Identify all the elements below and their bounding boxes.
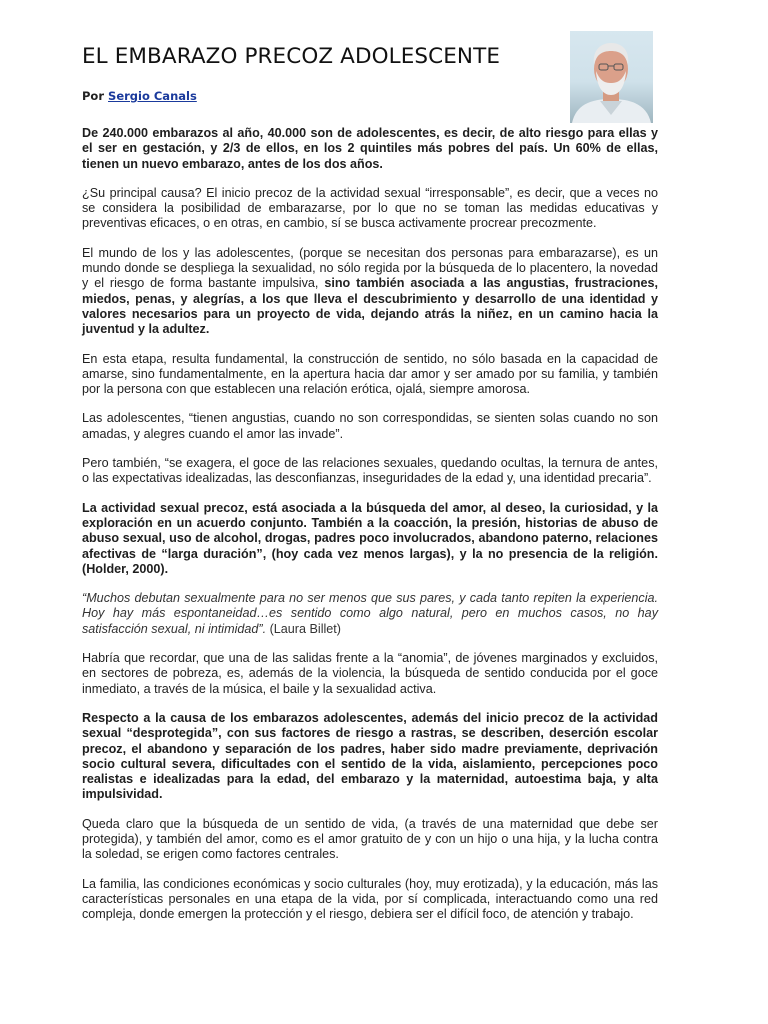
article-title: EL EMBARAZO PRECOZ ADOLESCENTE xyxy=(82,44,501,69)
paragraph-bold-text: sino también asociada a las angustias, frustraciones, miedos, penas, y alegrías, a los que lleva el descubrimiento y desarrollo de una identidad y valores necesarios para un proyecto de vida, dejando atrás la niñez, en un camino hacia la juventud y la adultez. xyxy=(82,276,659,337)
paragraph-lead: De 240.000 embarazos al año, 40.000 son de adolescentes, es decir, de alto riesgo para ellas y el ser en gestación, y 2/3 de ellos, en los 2 quintiles más pobres del país. Un 60% de ellas, tienen un nuevo embarazo, antes de los dos años. xyxy=(82,126,658,171)
paragraph: Queda claro que la búsqueda de un sentido de vida, (a través de una maternidad que debe ser protegida), y también del amor, como es el amor gratuito de y con un hijo o una hija, y la lucha contra la soledad, se erigen como factores centrales. xyxy=(82,816,658,862)
paragraph-text: El mundo de los y las adolescentes, (porque se necesitan dos personas para embarazarse), es un mundo donde se despliega la sexualidad, no sólo regida por la búsqueda de lo placentero, la novedad y el riesgo de forma bastante impulsiva, xyxy=(82,245,658,291)
paragraph-bold: Respecto a la causa de los embarazos adolescentes, además del inicio precoz de la actividad sexual “desprotegida”, con sus factores de riesgo a rastras, se describen, deserción escolar precoz, el abandono y separación de los padres, haber sido madre previamente, deprivación socio cultural severa, dificultades con el sentido de la vida, aislamiento, percepciones poco realistas e idealizadas para la edad, del embarazo y la maternidad, autoestima baja, y alta impulsividad. xyxy=(82,710,658,802)
paragraph xyxy=(82,246,658,338)
paragraph-bold: La actividad sexual precoz, está asociada a la búsqueda del amor, al deseo, la curiosidad, y la exploración en un acuerdo conjunto. También a la coacción, la presión, historias de abuso de abuso sexual, uso de alcohol, drogas, padres poco involucrados, abandono paterno, relaciones afectivas de “larga duración”, (hoy cada vez menos largas), y la no presencia de la religión. (Holder, 2000). xyxy=(82,500,658,576)
paragraph: ¿Su principal causa? El inicio precoz de la actividad sexual “irresponsable”, es decir, que a veces no se considera la posibilidad de embarazarse, por lo que no se toman las medidas educativas y preventivas eficaces, o en otras, en cambio, sí se busca activamente procrear precozmente. xyxy=(82,185,658,231)
quote-text: “Muchos debutan sexualmente para no ser menos que sus pares, y cada tanto repiten la experiencia. Hoy hay más espontaneidad…es sentido como algo natural, pero en muchos casos, no hay satisfacción sexual, ni intimidad”. xyxy=(82,591,658,636)
paragraph: Las adolescentes, “tienen angustias, cuando no son correspondidas, se sienten solas cuando no son amadas, y alegres cuando el amor las invade”. xyxy=(82,411,658,441)
author-link[interactable]: Sergio Canals xyxy=(108,89,197,103)
paragraph-quote xyxy=(82,591,658,637)
paragraph: Habría que recordar, que una de las salidas frente a la “anomia”, de jóvenes marginados y excluidos, en sectores de pobreza, es, además de la violencia, la búsqueda de sentido conducida por el goce inmediato, a través de la música, el baile y la sexualidad activa. xyxy=(82,651,658,696)
article-body xyxy=(82,126,658,936)
byline xyxy=(82,89,197,103)
author-photo xyxy=(570,31,653,123)
paragraph: Pero también, “se exagera, el goce de las relaciones sexuales, quedando ocultas, la ternura de antes, o las expectativas idealizadas, las desconfianzas, inseguridades de la edad y, una identidad precaria”. xyxy=(82,456,658,486)
author-portrait-icon xyxy=(570,31,653,123)
byline-prefix: Por xyxy=(82,89,105,103)
paragraph: La familia, las condiciones económicas y socio culturales (hoy, muy erotizada), y la educación, más las características personales en una etapa de la vida, por sí complicada, interactuando como una red compleja, donde emergen la protección y el riesgo, debiera ser el difícil foco, de atención y trabajo. xyxy=(82,876,658,922)
paragraph: En esta etapa, resulta fundamental, la construcción de sentido, no sólo basada en la capacidad de amarse, sino fundamentalmente, en la apertura hacia dar amor y ser amado por su familia, y también por la persona con que establecen una relación erótica, ojalá, siempre amorosa. xyxy=(82,351,658,397)
quote-citation: (Laura Billet) xyxy=(266,621,341,636)
